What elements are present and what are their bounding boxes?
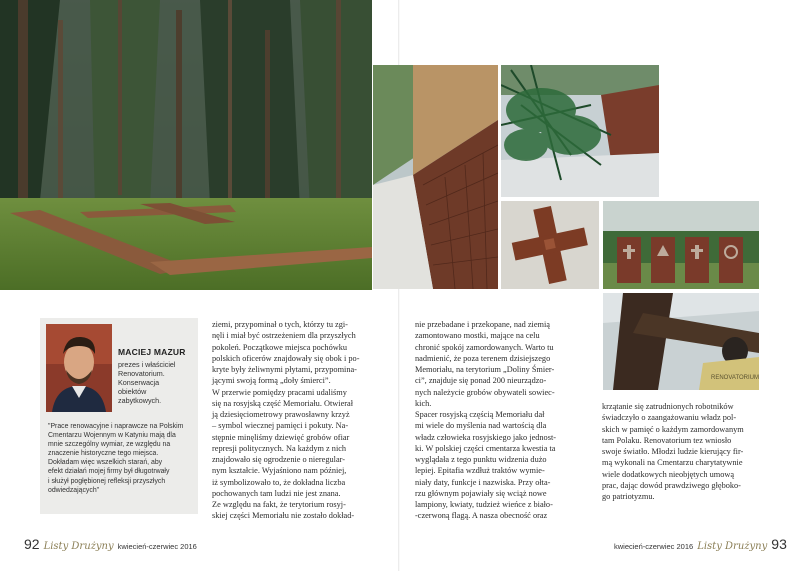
- forest-cross-photo: [0, 0, 372, 290]
- magazine-logo-left: Listy Drużyny: [43, 541, 114, 552]
- author-photo: [46, 324, 112, 412]
- pine-branch-photo: [501, 65, 659, 197]
- left-footer: [24, 536, 197, 552]
- article-column-2: nie przebadane i przekopane, nad ziemią zamontowano mostki, mające na celu chronić spokój zamordowanych. Warto tu nadmienić, że poza terenem dzisiejszego Memoriału, na terytorium „Doliny Śmier- ci”, znajduje się ponad 200 nieurządzo- nych należycie grobów obywateli sowiec- kich. Spacer rosyjską częścią Memoriału dał mi wiele do myślenia nad wartością dla władz człowieka rosyjskiego jako jednost- ki. W polskiej części cmentarza kwestia ta wyglądała z tego punktu widzenia dużo lepiej. Epitafia wzdłuż traktów wymie- niały daty, funkcje i nazwiska. Przy ołta- rzu głównym pojawiały się wciąż nowe lampiony, kwiaty, tudzież wieńce z biało- -czerwoną flagą. A nasza obecność oraz: [415, 320, 557, 521]
- article-column-3: krzątanie się zatrudnionych robotników świadczyło o zaangażowaniu władz pol- skich w pamięć o każdym zamordowanym tam Polaku. Renovatorium tez wniosło swoje światło. Młodzi ludzie kierujący fir- mą wykonali na Cmentarzu charytatywnie wiele dodatkowych nieobjętych umową prac, dając dowód prawdziwego głęboko- go patriotyzmu.: [602, 402, 744, 501]
- author-name: MACIEJ MAZUR: [118, 347, 186, 357]
- memorial-wall-photo: [373, 65, 498, 289]
- right-footer: [614, 536, 787, 552]
- religious-symbols-photo: [603, 201, 759, 289]
- author-role: prezes i właściciel Renovatorium. Konserwacja obiektów zabytkowych.: [118, 360, 176, 405]
- issue-date-right: kwiecień-czerwiec 2016: [614, 542, 694, 551]
- page-number-left: 92: [24, 536, 40, 552]
- right-page: [400, 0, 800, 571]
- worker-photo: [603, 293, 759, 390]
- magazine-logo-right: Listy Drużyny: [697, 541, 768, 552]
- jacket-print-text: RENOVATORIUM: [711, 375, 759, 381]
- page-number-right: 93: [771, 536, 787, 552]
- author-card: [40, 318, 198, 514]
- issue-date-left: kwiecień-czerwiec 2016: [117, 542, 197, 551]
- article-column-1: ziemi, przypominał o tych, którzy tu zgi- nęli i miał być ostrzeżeniem dla przyszłych pokoleń. Początkowe miejsca pochówku polskich oficerów znajdowały się obok i po- kryte były żeliwnymi płytami, przypomina- jącymi swoją formą „doły śmierci”. W przerwie pomiędzy pracami udaliśmy się na rosyjską część Memoriału. Otwierał ją dziesięciometrowy prawosławny krzyż – symbol wiecznej pamięci i pokuty. Na- stępnie minęliśmy dziewięć grobów ofiar represji politycznych. Na każdym z nich znajdowało się ogrodzenie o nieregular- nym kształcie. Wyjaśniono nam później, iż symbolizowało to, że dokładna liczba pochowanych tam ludzi nie jest znana. Ze względu na fakt, że terytorium rosyj- skiej części Memoriału nie zostało dokład-: [212, 320, 360, 521]
- author-quote: "Prace renowacyjne i naprawcze na Polskim Cmentarzu Wojennym w Katyniu mają dla mnie szczególny wymiar, ze względu na znaczenie historyczne tego miejsca. Dokładam więc wszelkich starań, aby efekt działań mojej firmy był długotrwały i służył pogłębionej refleksji przyszłych odwiedzających": [48, 423, 184, 494]
- cross-plaque-photo: [501, 201, 599, 289]
